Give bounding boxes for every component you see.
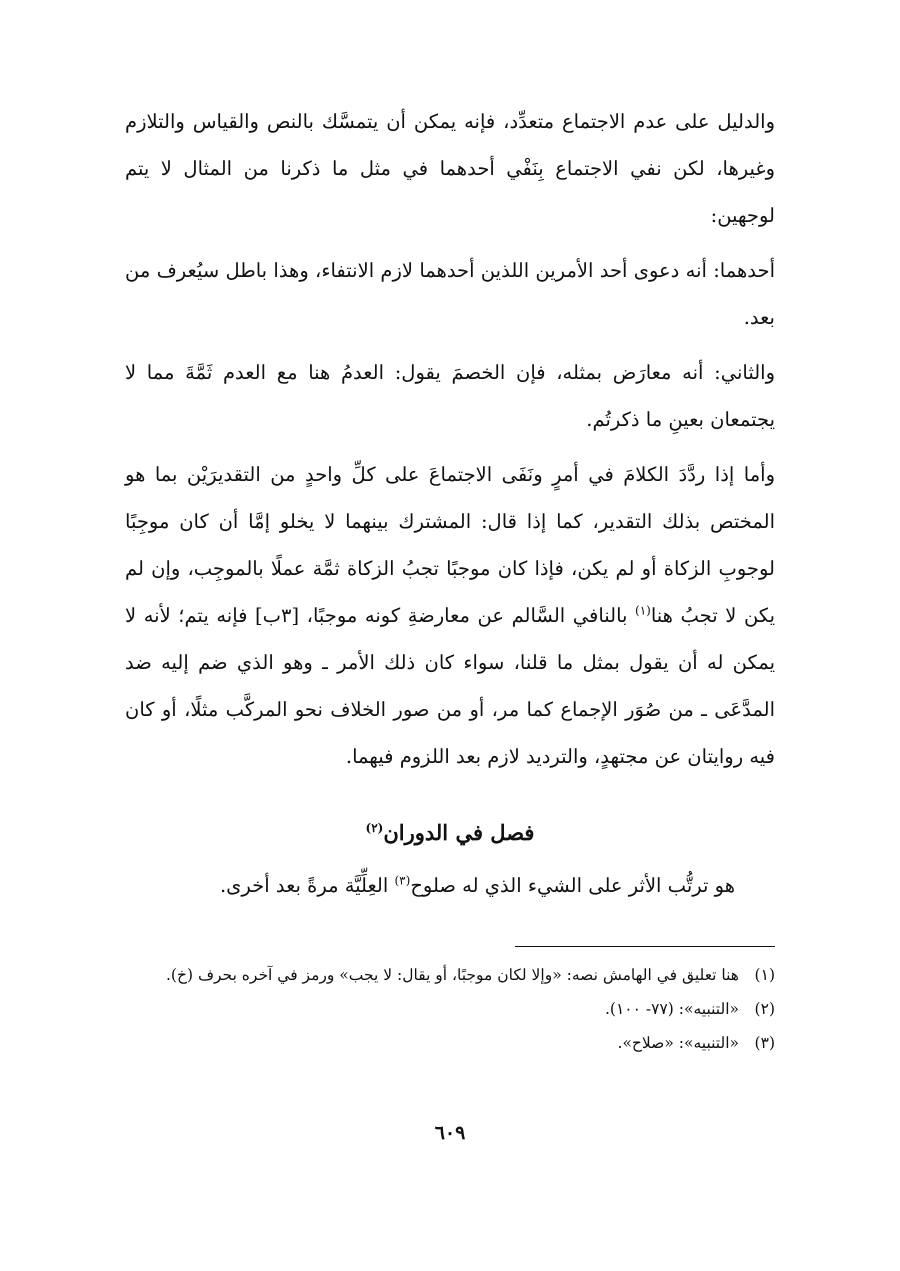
footnote-number: (١): [754, 966, 775, 984]
footnote-1: [125, 958, 775, 992]
page-number: ٦٠٩: [434, 1122, 466, 1144]
footnote-number: (٢): [754, 1000, 775, 1018]
paragraph-1: والدليل على عدم الاجتماع متعدِّد، فإنه يمكن أن يتمسَّك بالنص والقياس والتلازم وغيرها، لكن نفي الاجتماع بِنَفْي أحدهما في مثل ما ذكرنا من المثال لا يتم لوجهين:: [125, 110, 775, 227]
footnotes: [125, 958, 775, 1060]
section-heading: [0, 816, 900, 850]
section-heading-text: فصل في الدوران: [383, 820, 535, 845]
definition-start: هو ترتُّب الأثر على الشيء الذي له صلوح: [410, 874, 735, 897]
main-text: [125, 98, 775, 788]
paragraph-2: أحدهما: أنه دعوى أحد الأمرين اللذين أحدهما لازم الانتفاء، وهذا باطل سيُعرف من بعد.: [125, 259, 775, 329]
paragraph-3: والثاني: أنه معارَض بمثله، فإن الخصمَ يقول: العدمُ هنا مع العدم ثَمَّةَ مما لا يجتمعان بعينِ ما ذكرتُم.: [125, 361, 775, 431]
footnote-text: «التنبيه»: (٧٧- ١٠٠).: [604, 1000, 739, 1018]
footnote-text: «التنبيه»: «صلاح».: [617, 1034, 739, 1052]
footnote-separator: [515, 946, 775, 947]
footnote-3: [125, 1026, 775, 1060]
paragraph-4-start: وأما إذا ردَّدَ الكلامَ في أمرٍ ونَفَى الاجتماعَ على كلِّ واحدٍ من التقديرَيْن بما هو المختص بذلك التقدير، كما إذا قال: المشترك بينهما لا يخلو إمَّا أن كان موجِبًا لوجوبِ الزكاة أو لم يكن، فإذا كان موجبًا تجبُ الزكاة ثمَّة عملًا بالموجِب، وإن لم يكن لا تجبُ هنا: [125, 463, 775, 627]
footnote-number: (٣): [754, 1034, 775, 1052]
paragraph-4: [125, 451, 775, 780]
definition-paragraph: [135, 866, 735, 906]
footnote-text: هنا تعليق في الهامش نصه: «وإلا لكان موجبًا، أو يقال: لا يجب» ورمز في آخره بحرف (خ).: [165, 966, 739, 984]
footnote-ref-1[interactable]: (١): [635, 603, 651, 618]
footnote-ref-3[interactable]: (٣): [394, 873, 411, 888]
paragraph-4-rest: بالنافي السَّالم عن معارضةِ كونه موجبًا، [٣ب] فإنه يتم؛ لأنه لا يمكن له أن يقول بمثل ما قلنا، سواء كان ذلك الأمر ـ وهو الذي ضم إليه ضد المدَّعَى ـ من صُوَر الإجماع كما مر، أو من صور الخلاف نحو المركَّب مثلًا، أو كان فيه روايتان عن مجتهدٍ، والترديد لازم بعد اللزوم فيهما.: [125, 604, 775, 768]
definition-end: العِلِّيَّة مرةً بعد أخرى.: [219, 874, 395, 897]
footnote-ref-2[interactable]: (٢): [365, 821, 384, 835]
footnote-2: [125, 992, 775, 1026]
